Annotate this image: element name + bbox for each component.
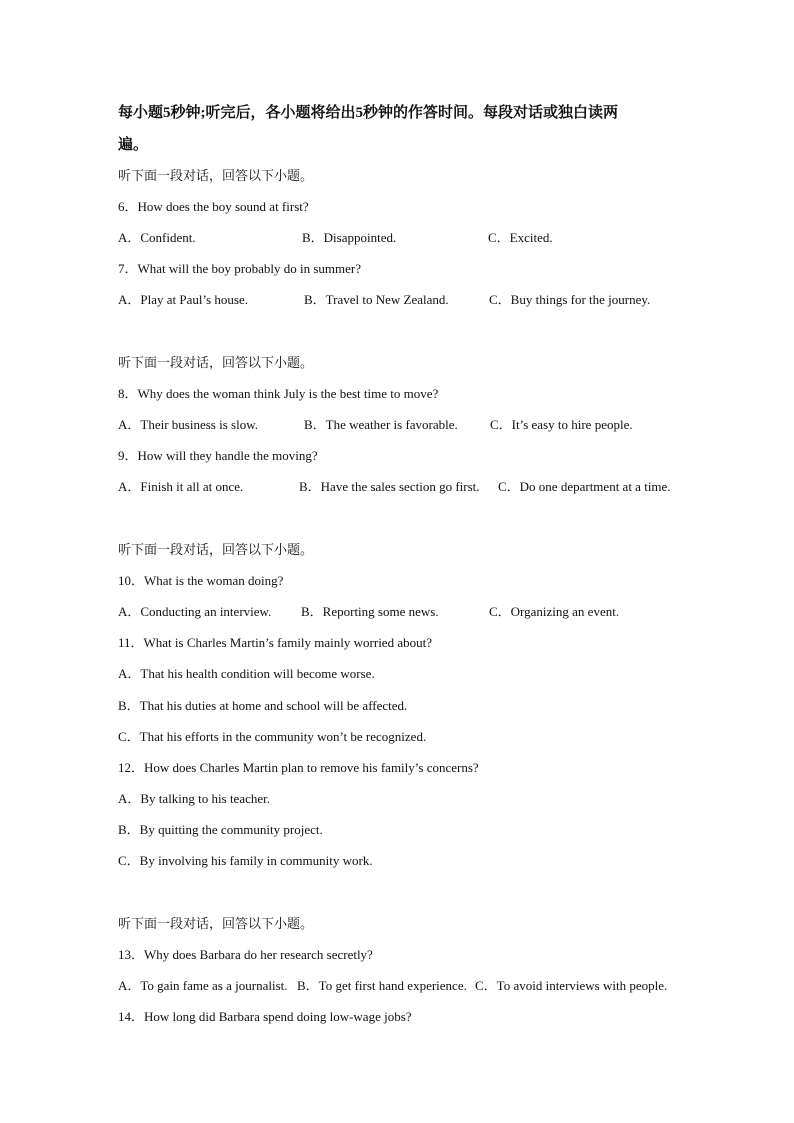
q11-option-a: A．That his health condition will become worse. bbox=[118, 666, 375, 681]
question-12: 12．How does Charles Martin plan to remove his family’s concerns? bbox=[118, 760, 479, 775]
q7-option-a: A．Play at Paul’s house. bbox=[118, 292, 248, 307]
q12-option-b: B．By quitting the community project. bbox=[118, 822, 323, 837]
intro-line-1: 每小题5秒钟;听完后，各小题将给出5秒钟的作答时间。每段对话或独白读两 bbox=[118, 105, 618, 121]
question-7: 7．What will the boy probably do in summer? bbox=[118, 261, 361, 276]
q6-option-c: C．Excited. bbox=[488, 230, 553, 245]
q10-option-b: B．Reporting some news. bbox=[301, 604, 439, 619]
q8-option-c: C．It’s easy to hire people. bbox=[490, 417, 633, 432]
q7-option-b: B．Travel to New Zealand. bbox=[304, 292, 449, 307]
q12-option-a: A．By talking to his teacher. bbox=[118, 791, 271, 806]
section-heading: 听下面一段对话，回答以下小题。 bbox=[118, 355, 314, 370]
q6-option-b: B．Disappointed. bbox=[302, 230, 397, 245]
section-heading: 听下面一段对话，回答以下小题。 bbox=[118, 168, 314, 183]
question-9: 9．How will they handle the moving? bbox=[118, 448, 318, 463]
q13-option-c: C．To avoid interviews with people. bbox=[475, 978, 668, 993]
question-14: 14．How long did Barbara spend doing low-wage jobs? bbox=[118, 1009, 412, 1024]
q8-option-b: B．The weather is favorable. bbox=[304, 417, 458, 432]
q8-option-a: A．Their business is slow. bbox=[118, 417, 258, 432]
q11-option-b: B．That his duties at home and school will be affected. bbox=[118, 698, 408, 713]
q11-option-c: C．That his efforts in the community won’t be recognized. bbox=[118, 729, 427, 744]
q12-option-c: C．By involving his family in community work. bbox=[118, 853, 373, 868]
q9-option-b: B．Have the sales section go first. bbox=[299, 479, 480, 494]
q10-option-a: A．Conducting an interview. bbox=[118, 604, 272, 619]
question-11: 11．What is Charles Martin’s family mainly worried about? bbox=[118, 635, 432, 650]
q6-option-a: A．Confident. bbox=[118, 230, 196, 245]
q10-option-c: C．Organizing an event. bbox=[489, 604, 620, 619]
q7-option-c: C．Buy things for the journey. bbox=[489, 292, 651, 307]
intro-line-2: 遍。 bbox=[118, 137, 149, 153]
section-heading: 听下面一段对话，回答以下小题。 bbox=[118, 916, 314, 931]
question-10: 10．What is the woman doing? bbox=[118, 573, 284, 588]
q13-option-a: A．To gain fame as a journalist. bbox=[118, 978, 288, 993]
q9-option-c: C．Do one department at a time. bbox=[498, 479, 671, 494]
section-heading: 听下面一段对话，回答以下小题。 bbox=[118, 542, 314, 557]
question-13: 13．Why does Barbara do her research secretly? bbox=[118, 947, 373, 962]
question-8: 8．Why does the woman think July is the best time to move? bbox=[118, 386, 439, 401]
q9-option-a: A．Finish it all at once. bbox=[118, 479, 244, 494]
q13-option-b: B．To get first hand experience. bbox=[297, 978, 467, 993]
question-6: 6．How does the boy sound at first? bbox=[118, 199, 309, 214]
